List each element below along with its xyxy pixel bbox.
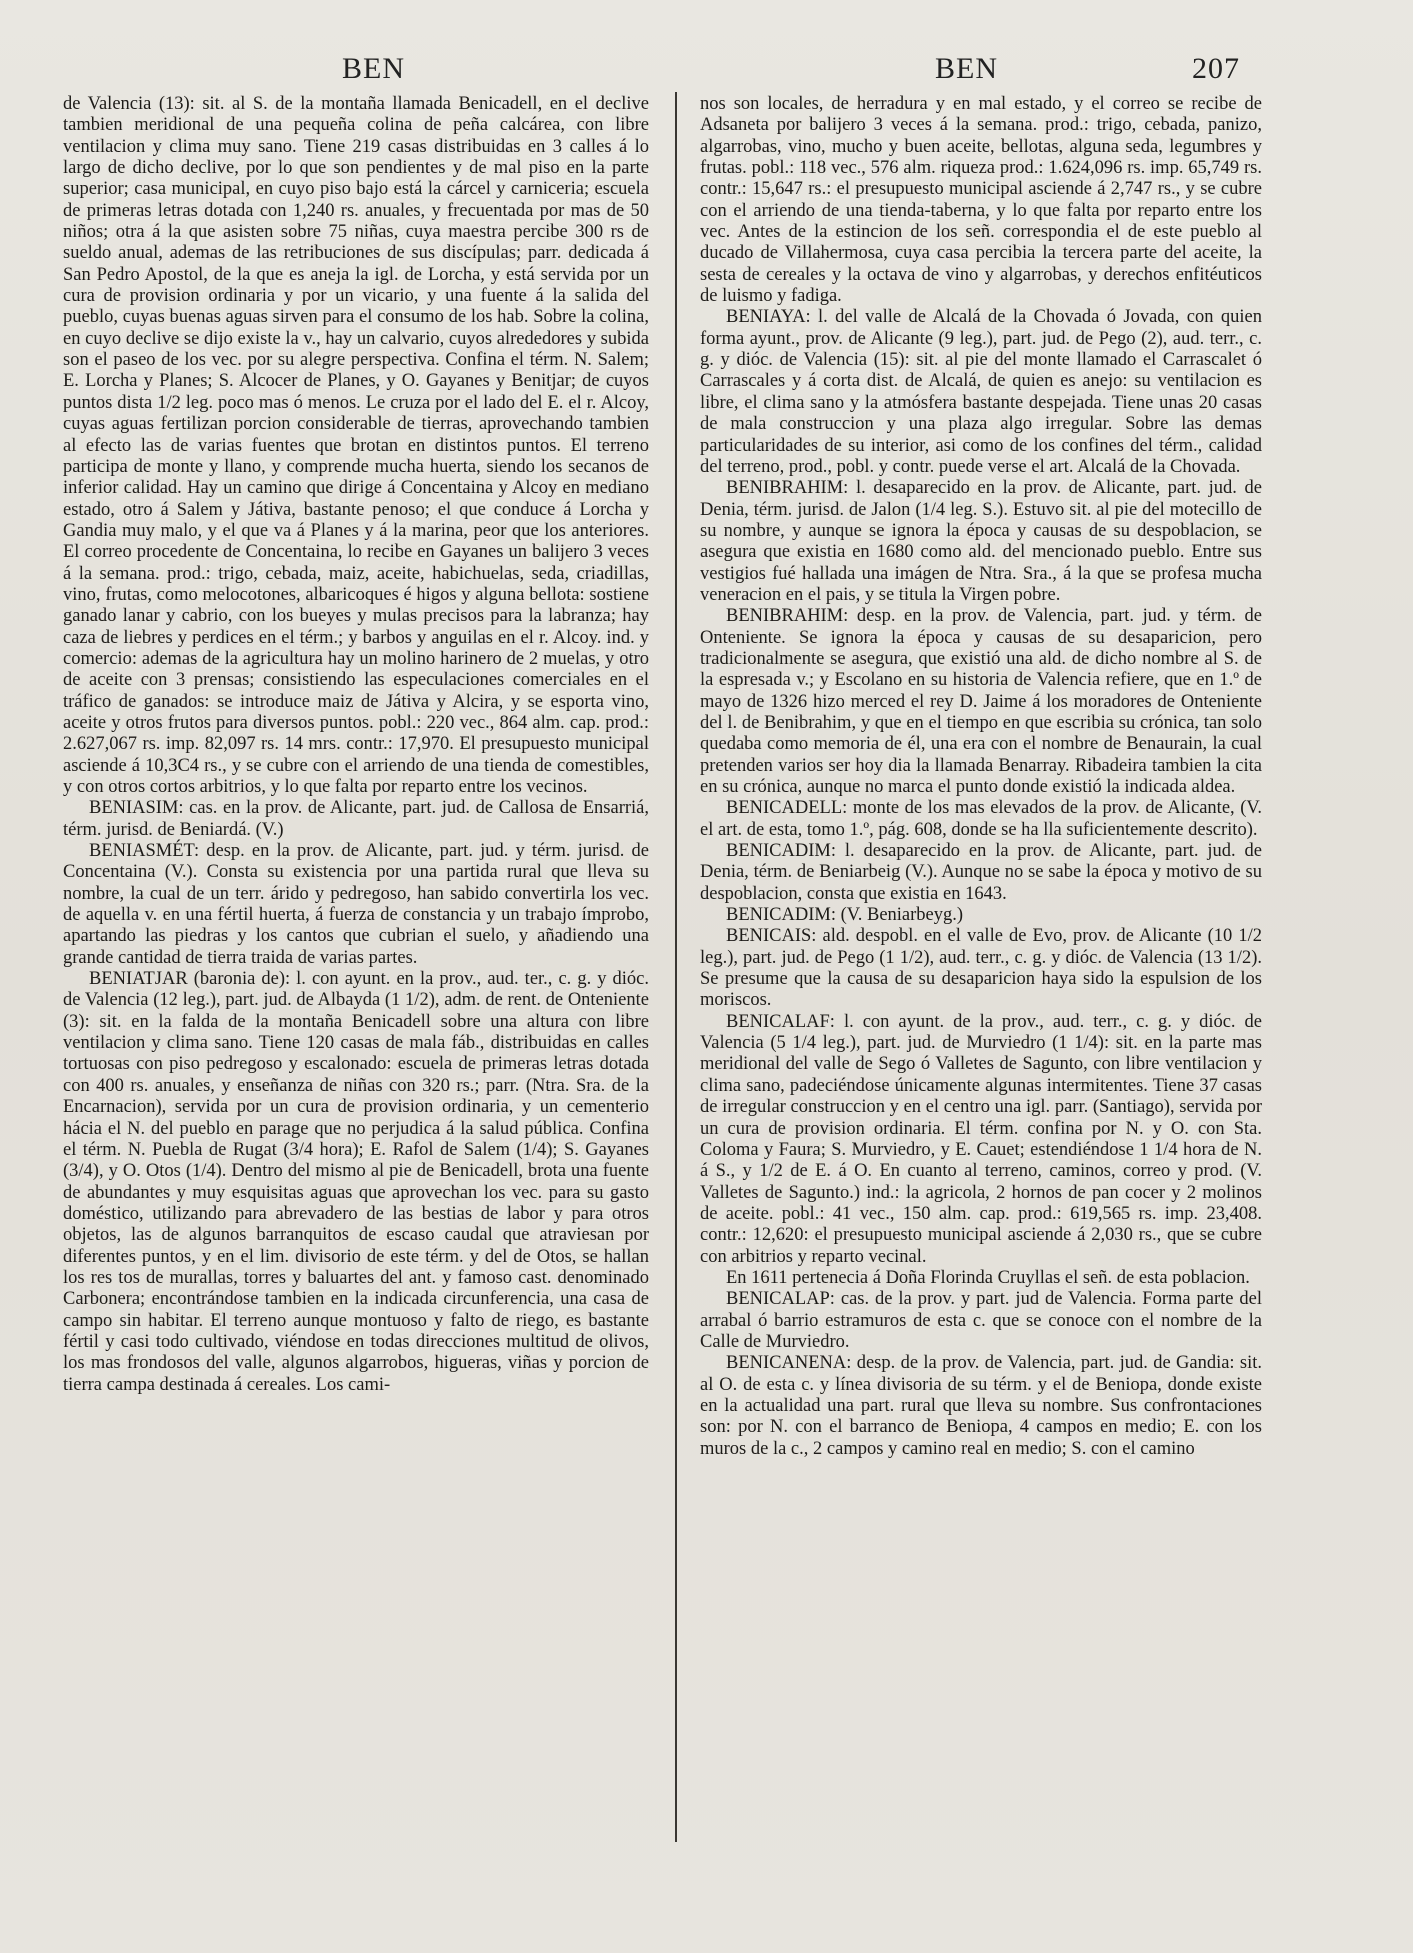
entry-paragraph: BENIASIM: cas. en la prov. de Alicante, part. jud. de Callosa de Ensarriá, térm. jurisd. de Beniardá. (V.) — [63, 798, 649, 840]
entry-paragraph: BENIAYA: l. del valle de Alcalá de la Chovada ó Jovada, con quien forma ayunt., prov. de Alicante (9 leg.), part. jud. de Pego (2), aud. terr., c. g. y dióc. de Valencia (15): sit. al pie del monte llamado el Carrascalet ó Carrascales y á corta dist. de Alcalá, de quien es anejo: su ventilacion es libre, el clima sano y la atmósfera bastante despejada. Tiene unas 20 casas de mala construccion y una plaza algo irregular. Sobre las demas particularidades de su interior, asi como de los confines del térm., calidad del terreno, prod., pobl. y contr. puede verse el art. Alcalá de la Chovada. — [700, 307, 1262, 477]
entry-paragraph: BENIASMÉT: desp. en la prov. de Alicante, part. jud. y térm. jurisd. de Concentaina (V.). Consta su existencia por una partida rural que lleva su nombre, la cual de un terr. árido y pedregoso, han sabido convertirla los vec. de aquella v. en una fértil huerta, á fuerza de constancia y un trabajo ímprobo, apartando las piedras y los cantos que cubrian el suelo, y añadiendo una grande cantidad de tierra traida de varias partes. — [63, 841, 649, 968]
entry-paragraph: BENICALAF: l. con ayunt. de la prov., aud. terr., c. g. y dióc. de Valencia (5 1/4 leg.), part. jud. de Murviedro (1 1/4): sit. en la parte mas meridional del valle de Sego ó Valletes de Sagunto, con libre ventilacion y clima sano, padeciéndose únicamente algunas intermitentes. Tiene 37 casas de irregular construccion y en el centro una igl. parr. (Santiago), servida por un cura de provision ordinaria. El térm. confina por N. y O. con Sta. Coloma y Faura; S. Murviedro, y E. Cauet; estendiéndose 1 1/4 hora de N. á S., y 1/2 de E. á O. En cuanto al terreno, caminos, correo y prod. (V. Valletes de Sagunto.) ind.: la agricola, 2 hornos de pan cocer y 2 molinos de aceite. pobl.: 41 vec., 150 alm. cap. prod.: 619,565 rs. imp. 23,408. contr.: 12,620: el presupuesto municipal asciende á 2,030 rs., que se cubre con arbitrios y reparto vecinal. — [700, 1011, 1262, 1267]
left-running-head: BEN — [342, 52, 405, 85]
entry-paragraph: BENIBRAHIM: desp. en la prov. de Valencia, part. jud. y térm. de Onteniente. Se ignora la época y causas de su desaparicion, pero tradicionalmente se asegura, que existió una ald. de dicho nombre al S. de la espresada v.; y Escolano en su historia de Valencia refiere, que en 1.º de mayo de 1326 hizo merced el rey D. Jaime á los moradores de Onteniente del l. de Benibrahim, y que en el tiempo en que escribia su crónica, tan solo quedaba como memoria de él, una era con el nombre de Benaurain, la cual pretenden varios ser hoy dia la llamada Benarray. Ribadeira tambien la cita en su crónica, aunque no marca el punto donde existió la indicada aldea. — [700, 606, 1262, 797]
page-number: 207 — [1192, 52, 1240, 85]
entry-paragraph: nos son locales, de herradura y en mal estado, y el correo se recibe de Adsaneta por balijero 3 veces á la semana. prod.: trigo, cebada, panizo, algarrobas, vino, mucho y buen aceite, bellotas, alguna seda, legumbres y frutas. pobl.: 118 vec., 576 alm. riqueza prod.: 1.624,096 rs. imp. 65,749 rs. contr.: 15,647 rs.: el presupuesto municipal asciende á 2,747 rs., y se cubre con el arriendo de una tienda-taberna, y lo que falta por reparto entre los vec. Antes de la estincion de los señ. correspondia el de este pueblo al ducado de Villahermosa, cuya casa percibia la tercera parte del aceite, la sesta de cereales y la octava de vino y algarrobas, y derechos enfitéuticos de luismo y fadiga. — [700, 94, 1262, 307]
entry-paragraph: BENICANENA: desp. de la prov. de Valencia, part. jud. de Gandia: sit. al O. de esta c. y línea divisoria de su térm. y el de Beniopa, donde existe en la actualidad una part. rural que lleva su nombre. Sus confrontaciones son: por N. con el barranco de Beniopa, 4 campos en medio; E. con los muros de la c., 2 campos y camino real en medio; S. con el camino — [700, 1353, 1262, 1459]
right-column — [700, 94, 1262, 1839]
entry-paragraph: de Valencia (13): sit. al S. de la montaña llamada Benicadell, en el declive tambien meridional de una pequeña colina de peña calcárea, con libre ventilacion y clima muy sano. Tiene 219 casas distribuidas en 3 calles á lo largo de dicho declive, por lo que son pendientes y de mal piso en la parte superior; casa municipal, en cuyo piso bajo está la cárcel y carniceria; escuela de primeras letras dotada con 1,240 rs. anuales, y frecuentada por mas de 50 niños; otra á la que asisten sobre 75 niñas, cuya maestra percibe 300 rs de sueldo anual, ademas de las retribuciones de sus discípulas; parr. dedicada á San Pedro Apostol, de la que es aneja la igl. de Lorcha, y está servida por un cura de provision ordinaria y por un vicario, y una fuente á la salida del pueblo, cuyas buenas aguas sirven para el consumo de los hab. Sobre la colina, en cuyo declive se dijo existe la v., hay un calvario, cuyos alrededores y subida son el paseo de los vec. por su alegre perspectiva. Confina el térm. N. Salem; E. Lorcha y Planes; S. Alcocer de Planes, y O. Gayanes y Benitjar; de cuyos puntos dista 1/2 leg. poco mas ó menos. Le cruza por el lado del E. el r. Alcoy, cuyas aguas fertilizan porcion considerable de tierras, aprovechando tambien al efecto las de varias fuentes que brotan en distintos puntos. El terreno participa de monte y llano, y comprende mucha huerta, siendo los secanos de inferior calidad. Hay un camino que dirige á Concentaina y Alcoy en mediano estado, otro á Salem y Játiva, bastante penoso; el que conduce á Lorcha y Gandia muy malo, y el que va á Planes y á la marina, peor que los anteriores. El correo procedente de Concentaina, lo recibe en Gayanes un balijero 3 veces á la semana. prod.: trigo, cebada, maiz, aceite, habichuelas, seda, criadillas, vino, frutas, como melocotones, albaricoques é higos y alguna bellota: sostiene ganado lanar y cabrio, con los bueyes y mulas precisos para la labranza; hay caza de liebres y perdices en el térm.; y barbos y anguilas en el r. Alcoy. ind. y comercio: ademas de la agricultura hay un molino harinero de 2 muelas, y otro de aceite con 3 prensas; consistiendo las especulaciones comerciales en el tráfico de ganados: se introduce maiz de Játiva y Alcira, y se esporta vino, aceite y otros frutos para diversos puntos. pobl.: 220 vec., 864 alm. cap. prod.: 2.627,067 rs. imp. 82,097 rs. 14 mrs. contr.: 17,970. El presupuesto municipal asciende á 10,3C4 rs., y se cubre con el arriendo de una tienda de comestibles, y con otros cortos arbitrios, y lo que falta por reparto entre los vecinos. — [63, 94, 649, 797]
entry-paragraph: BENICADIM: (V. Beniarbeyg.) — [726, 905, 964, 926]
entry-paragraph: En 1611 pertenecia á Doña Florinda Cruyllas el señ. de esta poblacion. — [726, 1267, 1250, 1288]
entry-paragraph: BENICADIM: l. desaparecido en la prov. de Alicante, part. jud. de Denia, térm. de Beniarbeig (V.). Aunque no se sabe la época y motivo de su despoblacion, consta que existia en 1643. — [700, 841, 1262, 904]
right-running-head: BEN — [935, 52, 998, 85]
entry-paragraph: BENIATJAR (baronia de): l. con ayunt. en la prov., aud. ter., c. g. y dióc. de Valencia (12 leg.), part. jud. de Albayda (1 1/2), adm. de rent. de Onteniente (3): sit. en la falda de la montaña Benicadell sobre una altura con libre ventilacion y clima sano. Tiene 120 casas de mala fáb., distribuidas en calles tortuosas con piso pedregoso y escalonado: escuela de primeras letras dotada con 400 rs. anuales, y enseñanza de niñas con 320 rs.; parr. (Ntra. Sra. de la Encarnacion), servida por un cura de provision ordinaria, y un cementerio hácia el N. del pueblo en parage que no perjudica á la salud pública. Confina el térm. N. Puebla de Rugat (3/4 hora); E. Rafol de Salem (1/4); S. Gayanes (3/4), y O. Otos (1/4). Dentro del mismo al pie de Benicadell, brota una fuente de abundantes y muy esquisitas aguas que aprovechan los vec. para su gasto doméstico, utilizando para abrevadero de las bestias de labor y para otros objetos, las de algunos barranquitos de escaso caudal que atraviesan por diferentes puntos, y en el lim. divisorio de este térm. y del de Otos, se hallan los res tos de murallas, torres y baluartes del ant. y famoso cast. denominado Carbonera; encontrándose tambien en la indicada circunferencia, una casa de campo sin habitar. El terreno aunque montuoso y falto de riego, es bastante fértil y casi todo cultivado, viéndose en todas direcciones multitud de olivos, los mas frondosos del valle, algunos algarrobos, higueras, viñas y porcion de tierra campa destinada á cereales. Los cami- — [63, 969, 649, 1395]
column-divider — [675, 92, 677, 1842]
entry-paragraph: BENICALAP: cas. de la prov. y part. jud de Valencia. Forma parte del arrabal ó barrio estramuros de esta c. que se conoce con el nombre de la Calle de Murviedro. — [700, 1289, 1262, 1352]
left-column — [63, 94, 649, 1839]
entry-paragraph: BENICADELL: monte de los mas elevados de la prov. de Alicante, (V. el art. de esta, tomo 1.º, pág. 608, donde se ha lla suficientemente descrito). — [700, 798, 1262, 840]
entry-paragraph: BENICAIS: ald. despobl. en el valle de Evo, prov. de Alicante (10 1/2 leg.), part. jud. de Pego (1 1/2), aud. terr., c. g. y dióc. de Valencia (13 1/2). Se presume que la causa de su desaparicion haya sido la espulsion de los moriscos. — [700, 926, 1262, 1011]
entry-paragraph: BENIBRAHIM: l. desaparecido en la prov. de Alicante, part. jud. de Denia, térm. jurisd. de Jalon (1/4 leg. S.). Estuvo sit. al pie del motecillo de su nombre, y aunque se ignora la época y causas de su despoblacion, se asegura que existia en 1680 como ald. del mencionado pueblo. Entre sus vestigios fué hallada una imágen de Ntra. Sra., á la que se profesa mucha veneracion en el pais, y se titula la Virgen pobre. — [700, 478, 1262, 605]
